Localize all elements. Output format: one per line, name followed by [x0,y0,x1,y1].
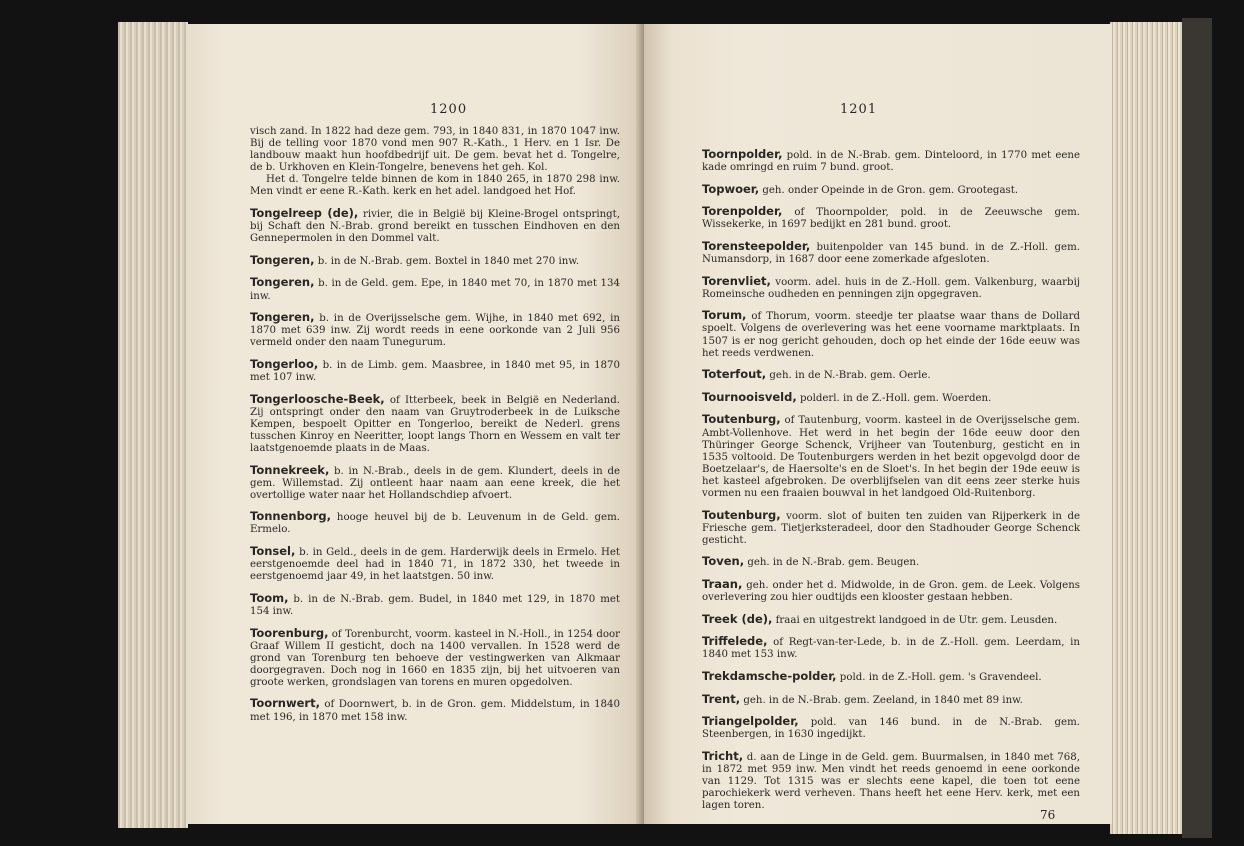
dictionary-entry [702,670,1080,684]
entry-headword: Traan, [702,576,743,591]
entry-headword: Tongerloosche-Beek, [250,391,385,406]
dictionary-entry [702,509,1080,547]
entry-headword: Tricht, [702,748,744,763]
entry-headword: Toornwert, [250,696,320,711]
dictionary-entry [702,205,1080,231]
dictionary-entry [702,309,1080,359]
entry-definition: b. in de N.-Brab. gem. Budel, in 1840 met 129, in 1870 met 154 inw. [250,593,620,617]
entry-headword: Torenvliet, [702,273,771,288]
right-page-number: 1201 [840,102,878,117]
entry-definition: b. in Geld., deels in de gem. Harderwijk deels in Ermelo. Het eerstgenoemde deel had in 1840 71, in 1872 330, het tweede in eerstgenoemd jaar 49, in het laatstgen. 50 inw. [250,547,620,583]
entry-headword: Toven, [702,554,745,569]
entry-headword: Trekdamsche-polder, [702,668,837,683]
dictionary-entry [250,276,620,302]
entry-headword: Torenpolder, [702,204,783,219]
left-page-number: 1200 [430,102,468,117]
entry-headword: Tongeren, [250,310,315,325]
entry-definition: of Doornwert, b. in de Gron. gem. Middelstum, in 1840 met 196, in 1870 met 158 inw. [250,699,620,723]
entry-headword: Toorenburg, [250,625,329,640]
entry-definition: geh. onder Opeinde in de Gron. gem. Grootegast. [759,184,1019,196]
right-entries-list [702,148,1080,812]
entry-headword: Topwoer, [702,181,760,196]
entry-definition: buitenpolder van 145 bund. in de Z.-Holl. gem. Numansdorp, in 1687 door eene zomerkade afgesloten. [702,241,1080,266]
entry-headword: Triffelede, [702,634,768,649]
dictionary-entry [702,183,1080,197]
entry-definition: fraai en uitgestrekt landgoed in de Utr. gem. Leusden. [772,614,1058,626]
entry-definition: rivier, die in België bij Kleine-Brogel ontspringt, bij Schaft den N.-Brab. grond bereikt en tusschen Eindhoven en den Gennepermolen in den Dommel valt. [250,209,621,245]
entry-headword: Treek (de), [702,611,773,626]
dictionary-entry [702,635,1080,661]
entry-definition: geh. onder het d. Midwolde, in de Gron. gem. de Leek. Volgens overlevering zou hier oudtijds een klooster gestaan hebben. [702,579,1080,604]
entry-definition: geh. in de N.-Brab. gem. Oerle. [766,370,931,382]
dictionary-entry [702,750,1080,812]
dictionary-entry [250,358,620,384]
dictionary-entry [250,311,620,349]
dictionary-entry [702,578,1080,604]
left-page-text [250,126,620,732]
dictionary-entry [250,207,620,245]
dictionary-entry [702,693,1080,707]
entry-headword: Torum, [702,308,747,323]
entry-definition: b. in de N.-Brab. gem. Boxtel in 1840 met 270 inw. [314,255,580,267]
dictionary-entry [250,464,620,502]
entry-definition: pold. in de Z.-Holl. gem. 's Gravendeel. [836,671,1042,683]
dictionary-entry [250,393,620,455]
dictionary-entry [702,275,1080,301]
entry-definition: polderl. in de Z.-Holl. gem. Woerden. [796,392,992,404]
left-page [186,24,644,824]
entry-definition: geh. in de N.-Brab. gem. Beugen. [744,557,920,569]
book-cover-right [1182,18,1212,838]
entry-definition: hooge heuvel bij de b. Leuvenum in de Geld. gem. Ermelo. [250,512,620,536]
dictionary-entry [250,697,620,723]
continuation-paragraph: visch zand. In 1822 had deze gem. 793, in 1840 831, in 1870 1047 inw. Bij de telling voor 1870 vond men 907 R.-Kath., 1 Herv. en 1 Isr. De landbouw maakt hun hoofdbedrijf uit. De gem. bevat het d. Tongelre, de b. Urkhoven en Klein-Tongelre, benevens het geh. Kol. [250,126,620,174]
dictionary-entry [250,545,620,583]
left-page-edges [118,22,188,828]
entry-headword: Tongeren, [250,252,315,267]
entry-headword: Tonsel, [250,544,296,559]
entry-definition: d. aan de Linge in de Geld. gem. Buurmalsen, in 1840 met 768, in 1872 met 959 inw. Men vindt het reeds genoemd in eene oorkonde van 1129. Tot 1315 was er slechts eene kapel, die toen tot eene parochiekerk werd verheven. Thans heeft het eene Herv. kerk, met een lagen toren. [702,751,1080,812]
entry-definition: of Itterbeek, beek in België en Nederland. Zij ontspringt onder den naam van Gruytroderbeek in de Luiksche Kempen, bespoelt Opitter en Tongerloo, bereikt de Nederl. grens tusschen Kinroy en Neeritter, loopt langs Thorn en Wessem en valt ter laatstgenoemde plaats in de Maas. [250,394,620,454]
entry-headword: Toutenburg, [702,412,781,427]
dictionary-entry [250,510,620,536]
entry-headword: Triangelpolder, [702,714,799,729]
entry-definition: of Thoornpolder, pold. in de Zeeuwsche gem. Wissekerke, in 1697 bedijkt en 281 bund. groot. [702,207,1080,231]
dictionary-entry [250,592,620,618]
left-entries-list [250,207,620,724]
entry-headword: Tongerloo, [250,356,319,371]
right-page [644,24,1112,824]
entry-definition: pold. van 146 bund. in de N.-Brab. gem. Steenbergen, in 1630 ingedijkt. [702,717,1080,741]
entry-definition: of Tautenburg, voorm. kasteel in de Overijsselsche gem. Ambt-Vollenhove. Het werd in het begin der 16de eeuw door den Thüringer George Schenck, Vrijheer van Toutenburg, gesticht en in 1535 voltooid. De Toutenburgers werden in het bezit opgevolgd door de Boetzelaar's, de Haersolte's en de Sloet's. In het begin der 19de eeuw is het kasteel afgebroken. De overblijfselen van dit eens zeer sterke huis vormen nu een fraaien bouwval in het landgoed Old-Ruitenborg. [702,415,1080,499]
entry-headword: Toutenburg, [702,507,781,522]
entry-headword: Toterfout, [702,367,767,382]
entry-definition: voorm. slot of buiten ten zuiden van Rijperkerk in de Friesche gem. Tietjerksteradeel, door den Stadhouder George Schenck gesticht. [702,510,1080,546]
entry-headword: Toornpolder, [702,147,783,161]
dictionary-entry [250,627,620,689]
dictionary-entry [702,613,1080,627]
entry-headword: Tongeren, [250,275,315,290]
dictionary-entry [702,240,1080,266]
entry-definition: pold. in de N.-Brab. gem. Dinteloord, in 1770 met eene kade omringd en ruim 7 bund. groot. [702,150,1080,174]
entry-headword: Tonnekreek, [250,462,330,477]
dictionary-entry [250,254,620,268]
entry-definition: b. in de Geld. gem. Epe, in 1840 met 70, in 1870 met 134 inw. [250,278,620,302]
entry-definition: of Thorum, voorm. steedje ter plaatse waar thans de Dollard spoelt. Volgens de overlevering was het eene voorname marktplaats. In 1507 is er nog gericht gehouden, doch op het einde der 16de eeuw was het reeds verdwenen. [702,311,1080,359]
entry-headword: Tournooisveld, [702,389,797,404]
dictionary-entry [702,715,1080,741]
dictionary-entry [702,555,1080,569]
dictionary-entry [702,391,1080,405]
entry-headword: Torensteepolder, [702,238,811,253]
entry-headword: Tongelreep (de), [250,206,359,221]
continuation-paragraph-2: Het d. Tongelre telde binnen de kom in 1840 265, in 1870 298 inw. Men vindt er eene R.-Kath. kerk en het adel. landgoed het Hof. [250,174,620,198]
dictionary-entry [702,368,1080,382]
entry-definition: b. in de Overijsselsche gem. Wijhe, in 1840 met 692, in 1870 met 639 inw. Zij wordt reeds in eene oorkonde van 2 Juli 956 vermeld onder den naam Tunegurum. [250,313,620,349]
entry-definition: b. in N.-Brab., deels in de gem. Klundert, deels in de gem. Willemstad. Zij ontleent haar naam aan eene kreek, die het overtollige water naar het Hollandschdiep afvoert. [250,465,620,501]
entry-definition: of Torenburcht, voorm. kasteel in N.-Holl., in 1254 door Graaf Willem II gesticht, doch na 1400 vervallen. In 1528 werd de grond van Torenburg ten behoeve der vestingwerken van Alkmaar doorgegraven. Doch nog in 1660 en 1835 zijn, bij het uitvoeren van groote werken, grondslagen van torens en muren opgedolven. [250,628,620,688]
dictionary-entry [702,413,1080,500]
entry-headword: Toom, [250,590,289,605]
entry-headword: Trent, [702,691,741,706]
entry-definition: of Regt-van-ter-Lede, b. in de Z.-Holl. gem. Leerdam, in 1840 met 153 inw. [702,637,1080,661]
entry-definition: voorm. adel. huis in de Z.-Holl. gem. Valkenburg, waarbij Romeinsche oudheden en penningen zijn opgegraven. [702,276,1080,300]
entry-definition: b. in de Limb. gem. Maasbree, in 1840 met 95, in 1870 met 107 inw. [250,359,620,383]
entry-headword: Tonnenborg, [250,509,331,524]
dictionary-entry [702,148,1080,174]
right-page-text [702,148,1080,821]
entry-definition: geh. in de N.-Brab. gem. Zeeland, in 1840 met 89 inw. [740,694,1023,706]
signature-mark: 76 [1040,808,1056,822]
right-page-edges [1110,22,1182,834]
